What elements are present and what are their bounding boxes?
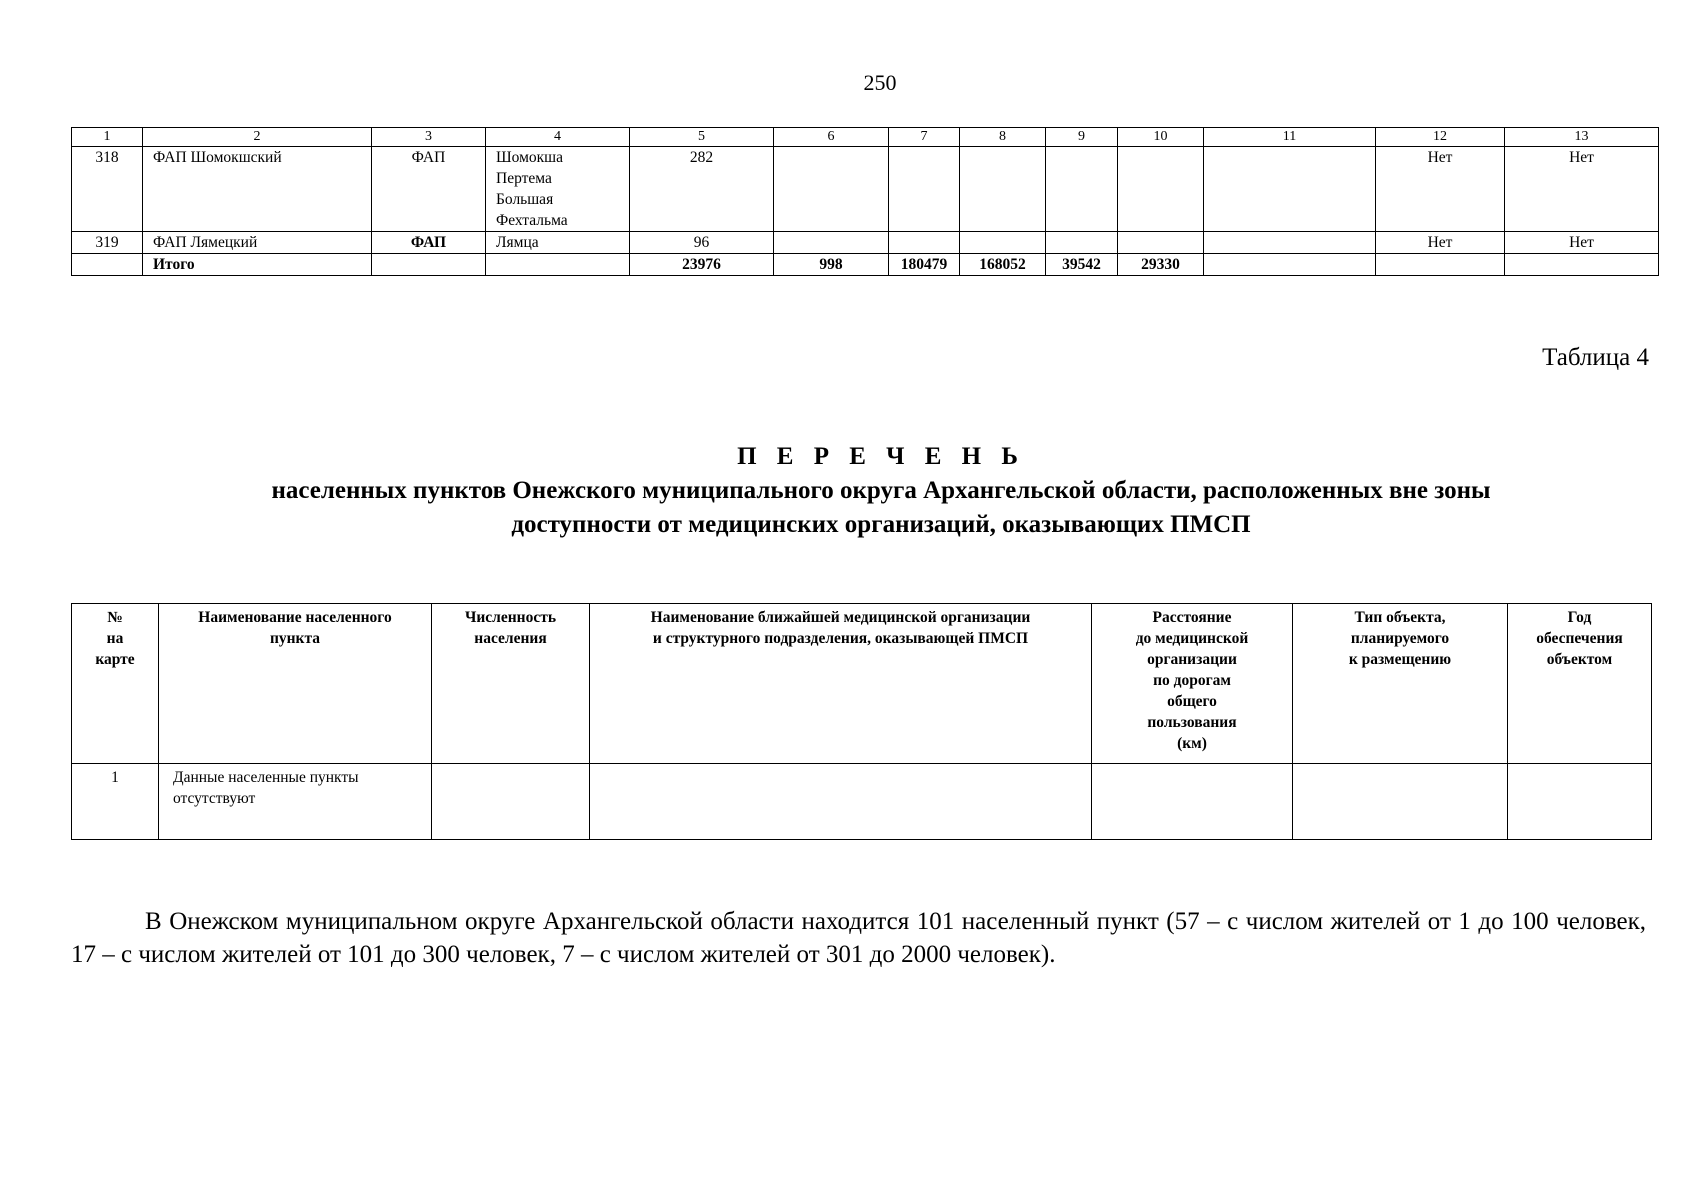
empty-cell (72, 254, 143, 276)
empty-cell (774, 232, 889, 254)
settlements-cell (486, 147, 630, 232)
total-value: 168052 (960, 254, 1046, 276)
column-number: 12 (1376, 128, 1505, 147)
empty-cell (1092, 764, 1293, 840)
empty-cell (960, 147, 1046, 232)
column-number: 13 (1505, 128, 1659, 147)
col13-value: Нет (1505, 147, 1659, 232)
document-title (71, 440, 1691, 542)
empty-cell (889, 232, 960, 254)
empty-cell (889, 147, 960, 232)
table-row (72, 232, 1659, 254)
column-number: 3 (372, 128, 486, 147)
settlement-name: Данные населенные пункты отсутствуют (159, 764, 432, 840)
col12-value: Нет (1376, 147, 1505, 232)
total-label: Итого (143, 254, 372, 276)
continuation-table (71, 127, 1659, 276)
map-number: 1 (72, 764, 159, 840)
empty-cell (486, 254, 630, 276)
settlement-name: Фехтальма (496, 212, 568, 229)
table-row (72, 147, 1659, 232)
title-heading: П Е Р Е Ч Е Н Ь (737, 443, 1025, 470)
empty-cell (1118, 147, 1204, 232)
empty-cell (1118, 232, 1204, 254)
empty-cell (372, 254, 486, 276)
column-number: 8 (960, 128, 1046, 147)
total-value: 29330 (1118, 254, 1204, 276)
column-number: 1 (72, 128, 143, 147)
total-value: 180479 (889, 254, 960, 276)
empty-cell (1508, 764, 1652, 840)
title-subheading-line: доступности от медицинских организаций, оказывающих ПМСП (511, 511, 1251, 538)
table-row (72, 764, 1652, 840)
empty-cell (1376, 254, 1505, 276)
empty-cell (774, 147, 889, 232)
column-number: 6 (774, 128, 889, 147)
header-settlement-name: Наименование населенного пункта (159, 604, 432, 764)
empty-cell (1293, 764, 1508, 840)
empty-cell (590, 764, 1092, 840)
col13-value: Нет (1505, 232, 1659, 254)
settlements-table (71, 603, 1652, 840)
total-row (72, 254, 1659, 276)
object-type: ФАП (372, 232, 486, 254)
column-number: 2 (143, 128, 372, 147)
header-object-type: Тип объекта, планируемого к размещению (1293, 604, 1508, 764)
fap-name: ФАП Лямецкий (143, 232, 372, 254)
empty-cell (1505, 254, 1659, 276)
population-value: 282 (630, 147, 774, 232)
column-number: 10 (1118, 128, 1204, 147)
table-caption: Таблица 4 (1542, 344, 1649, 371)
column-number-row (72, 128, 1659, 147)
empty-cell (1046, 232, 1118, 254)
row-number: 319 (72, 232, 143, 254)
column-number: 9 (1046, 128, 1118, 147)
fap-name: ФАП Шомокшский (143, 147, 372, 232)
empty-cell (1046, 147, 1118, 232)
column-number: 4 (486, 128, 630, 147)
settlement-name: Лямца (496, 234, 539, 251)
header-map-number: № на карте (72, 604, 159, 764)
empty-cell (1204, 147, 1376, 232)
column-number: 7 (889, 128, 960, 147)
settlement-name: Шомокша (496, 149, 563, 166)
page-number: 250 (863, 70, 897, 95)
header-row (72, 604, 1652, 764)
object-type: ФАП (372, 147, 486, 232)
column-number: 5 (630, 128, 774, 147)
body-paragraph: В Онежском муниципальном округе Архангельской области находится 101 населенный пункт (57 – с числом жителей от 1 до 100 человек, 17 – с числом жителей от 101 до 300 человек, 7 – с числом жителей от 301 до 2000 человек). (71, 908, 1646, 968)
empty-cell (432, 764, 590, 840)
column-number: 11 (1204, 128, 1376, 147)
settlement-name: Пертема (496, 170, 552, 187)
col12-value: Нет (1376, 232, 1505, 254)
total-value: 23976 (630, 254, 774, 276)
empty-cell (1204, 254, 1376, 276)
population-value: 96 (630, 232, 774, 254)
total-value: 39542 (1046, 254, 1118, 276)
settlement-name: Большая (496, 191, 554, 208)
header-nearest-organization: Наименование ближайшей медицинской организации и структурного подразделения, оказывающей ПМСП (590, 604, 1092, 764)
empty-cell (1204, 232, 1376, 254)
settlements-cell (486, 232, 630, 254)
total-value: 998 (774, 254, 889, 276)
header-distance: Расстояние до медицинской организации по дорогам общего пользования (км) (1092, 604, 1293, 764)
title-subheading-line: населенных пунктов Онежского муниципального округа Архангельской области, расположенных вне зоны (271, 477, 1491, 504)
header-population: Численность населения (432, 604, 590, 764)
empty-cell (960, 232, 1046, 254)
row-number: 318 (72, 147, 143, 232)
header-year: Год обеспечения объектом (1508, 604, 1652, 764)
